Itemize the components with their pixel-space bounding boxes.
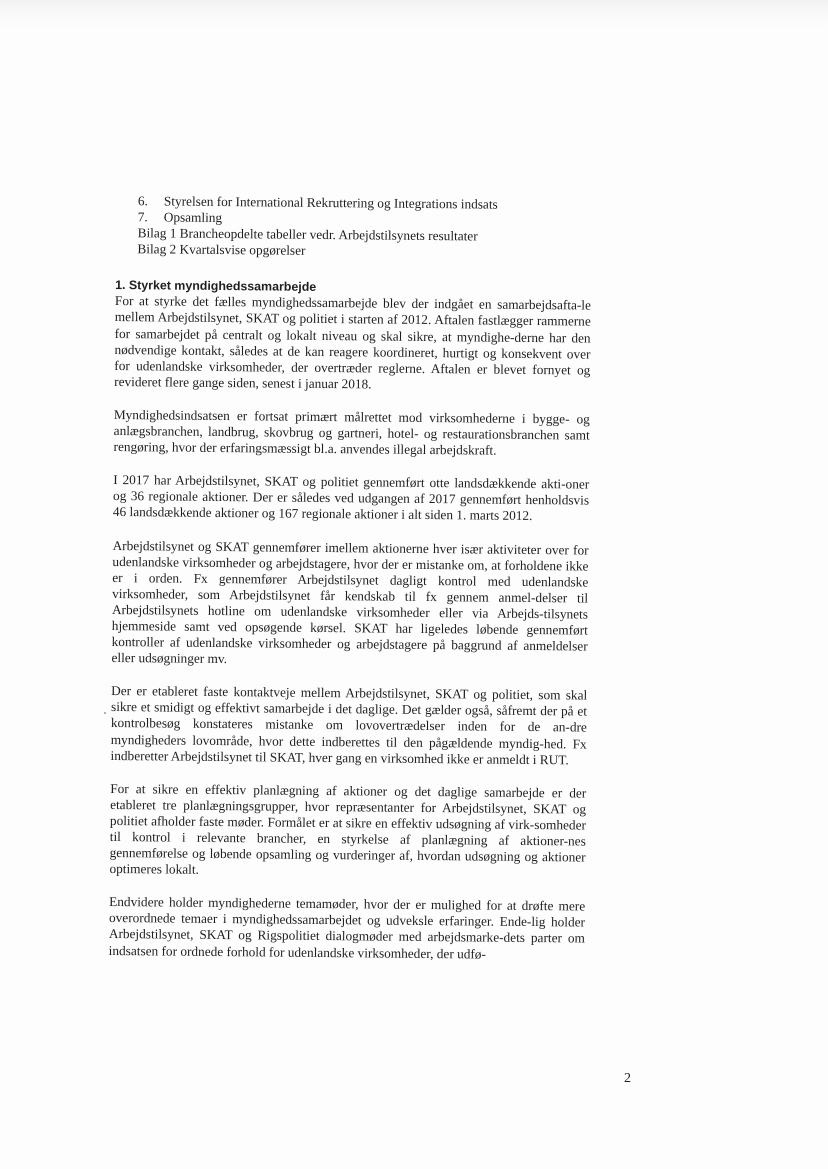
paragraph: For at sikre en effektiv planlægning af aktioner og det daglige samarbejde er der etableret tre planlægningsgrupper, hvor repræsentanter for Arbejdstilsynet, SKAT og politiet afholder faste møder. Formålet er at sikre en effektiv udsøgning af virk-somheder til kontrol i relevante brancher, en styrkelse af planlægning af aktioner-nes gennemførelse og løbende opsamling og vurderinger af, hvordan udsøgning og aktioner optimeres lokalt. (109, 780, 587, 878)
section-heading: 1. Styrket myndighedssamarbejde (115, 278, 317, 295)
toc-item-label: Styrelsen for International Rekruttering og Integrations indsats (163, 193, 498, 212)
scan-edge-shadow (0, 0, 828, 28)
page-number: 2 (624, 1071, 631, 1086)
table-of-contents (138, 193, 592, 230)
toc-appendix: Bilag 1 Brancheopdelte tabeller vedr. Arbejdstilsynets resultater (137, 225, 478, 244)
paragraph: For at styrke det fælles myndighedssamarbejde blev der indgået en samarbejdsafta-le mellem Arbejdstilsynet, SKAT og politiet i starten af 2012. Aftalen fastlægger rammerne for samarbejdet på centralt og lokalt niveau og skal sikre, at myndighe-derne har den nødvendige kontakt, således at de kan reagere koordineret, hurtigt og konsekvent over for udenlandske virksomheder, der overtræder reglerne. Aftalen er blevet fornyet og revideret flere gange siden, senest i januar 2018. (114, 293, 592, 392)
document-body (108, 193, 591, 980)
scan-speck (104, 712, 106, 714)
toc-item-number: 6. (137, 193, 148, 209)
paragraph: Myndighedsindsatsen er fortsat primært målrettet mod virksomhederne i bygge- og anlægsbranchen, landbrug, skovbrug og gartneri, hotel- og restaurationsbranchen samt rengøring, hvor der erfaringsmæssigt bl.a. anvendes illegal arbejdskraft. (113, 406, 590, 458)
paragraph: Endvidere holder myndighederne temamøder, hvor der er mulighed for at drøfte mere overordnede temaer i myndighedssamarbejdet og udveksle erfaringer. Ende-lig holder Arbejdstilsynet, SKAT og Rigspolitiet dialogmøder med arbejdsmarke-dets parter om indsatsen for ordnede forhold for udenlandske virksomheder, der udfø- (108, 894, 586, 962)
toc-item-number: 7. (137, 209, 148, 225)
paragraph: I 2017 har Arbejdstilsynet, SKAT og politiet gennemført otte landsdækkende akti-oner og 36 regionale aktioner. Der er således ved udgangen af 2017 gennemført henholdsvis 46 landsdækkende aktioner og 167 regionale aktioner i alt siden 1. marts 2012. (112, 472, 590, 524)
paragraph: Der er etableret faste kontaktveje mellem Arbejdstilsynet, SKAT og politiet, som skal sikre et smidigt og effektivt samarbejde i det daglige. Det gælder også, såfremt der på et kontrolbesøg konstateres mistanke om lovovertrædelser inden for de an-dre myndigheders lovområde, hvor dette indberettes til den pågældende myndig-hed. Fx indberetter Arbejdstilsynet til SKAT, hver gang en virksomhed ikke er anmeldt i RUT. (110, 683, 588, 767)
toc-item-label: Opsamling (163, 209, 223, 226)
toc-appendix: Bilag 2 Kvartalsvise opgørelser (137, 241, 306, 259)
paragraph: Arbejdstilsynet og SKAT gennemfører imellem aktionerne hver især aktiviteter over for udenlandske virksomheder og arbejdstagere, hvor der er mistanke om, at forholdene ikke er i orden. Fx gennemfører Arbejdstilsynet dagligt kontrol med udenlandske virksomheder, som Arbejdstilsynet får kendskab til fx gennem anmel-delser til Arbejdstilsynets hotline om udenlandske virksomheder eller via Arbejds-tilsynets hjemmeside samt ved opsøgende kørsel. SKAT har ligeledes løbende gennemført kontroller af udenlandske virksomheder og arbejdstagere på baggrund af anmeldelser eller udsøgninger mv. (111, 537, 589, 667)
